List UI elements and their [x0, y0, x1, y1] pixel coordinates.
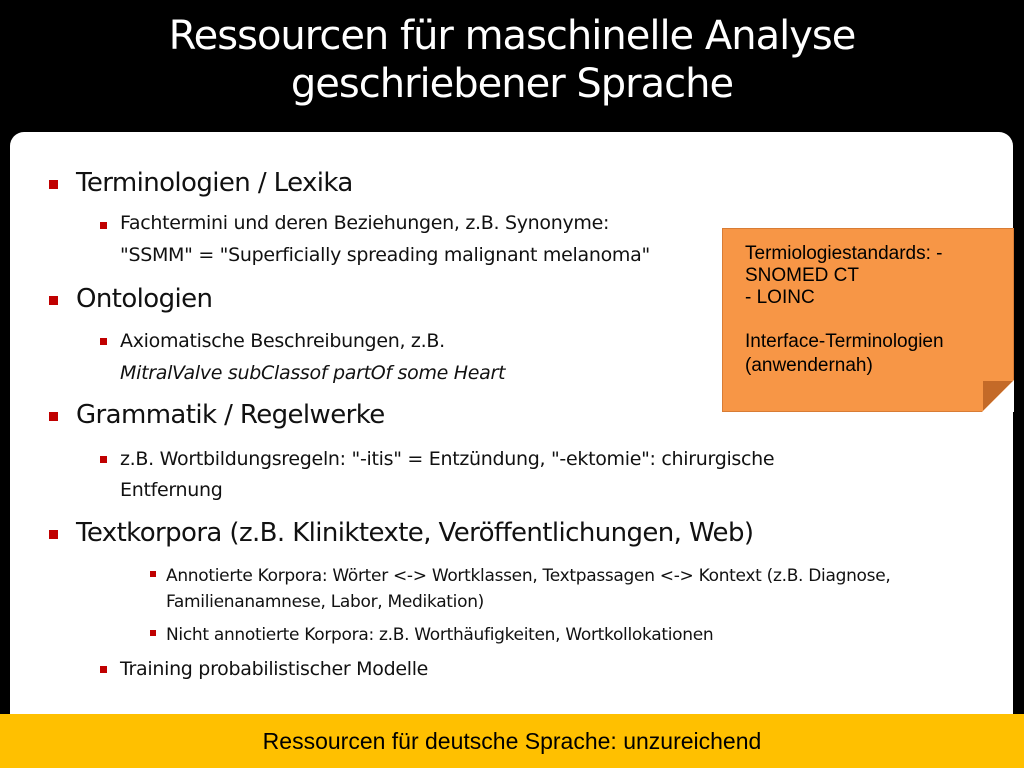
- bullet-textkorpora: Textkorpora (z.B. Kliniktexte, Veröffentlichungen, Web): [76, 518, 754, 548]
- bullet-annotierte: Annotierte Korpora: Wörter <-> Wortklassen, Textpassagen <-> Kontext (z.B. Diagnose,: [166, 566, 891, 586]
- bullet-training: Training probabilistischer Modelle: [120, 658, 429, 680]
- note-line-1: Termiologiestandards: -: [745, 243, 943, 264]
- bullet-nicht-annotierte: Nicht annotierte Korpora: z.B. Worthäufigkeiten, Wortkollokationen: [166, 625, 714, 645]
- bullet-axiomatische-example: MitralValve subClassof partOf some Heart: [120, 362, 506, 384]
- bullet-marker: [100, 666, 107, 673]
- footer-banner: [0, 714, 1024, 768]
- bullet-marker: [49, 530, 58, 539]
- bullet-marker: [150, 630, 156, 636]
- sticky-note: [722, 228, 1014, 412]
- bullet-ontologien: Ontologien: [76, 284, 213, 314]
- bullet-marker: [100, 222, 107, 229]
- note-fold: [982, 380, 1014, 412]
- bullet-marker: [100, 338, 107, 345]
- bullet-marker: [49, 180, 58, 189]
- note-line-3: - LOINC: [745, 287, 815, 308]
- bullet-terminologien: Terminologien / Lexika: [76, 168, 353, 198]
- note-line-5: (anwendernah): [745, 355, 873, 376]
- title-line-1: Ressourcen für maschinelle Analyse: [168, 13, 856, 59]
- title-line-2: geschriebener Sprache: [290, 61, 734, 107]
- bullet-wortbildung-cont: Entfernung: [120, 479, 223, 501]
- bullet-marker: [49, 296, 58, 305]
- bullet-axiomatische: Axiomatische Beschreibungen, z.B.: [120, 330, 445, 352]
- footer-text: Ressourcen für deutsche Sprache: unzureichend: [262, 728, 762, 754]
- bullet-marker: [100, 456, 107, 463]
- bullet-fachtermini-cont: "SSMM" = "Superficially spreading malignant melanoma": [120, 244, 650, 266]
- bullet-fachtermini: Fachtermini und deren Beziehungen, z.B. Synonyme:: [120, 212, 610, 234]
- bullet-annotierte-cont: Familienanamnese, Labor, Medikation): [166, 592, 485, 612]
- bullet-wortbildung: z.B. Wortbildungsregeln: "-itis" = Entzündung, "-ektomie": chirurgische: [120, 448, 775, 470]
- slide-title: [0, 12, 1024, 108]
- bullet-grammatik: Grammatik / Regelwerke: [76, 400, 385, 430]
- note-line-2: SNOMED CT: [745, 265, 859, 286]
- note-line-4: Interface-Terminologien: [745, 331, 944, 352]
- bullet-marker: [49, 412, 58, 421]
- bullet-marker: [150, 571, 156, 577]
